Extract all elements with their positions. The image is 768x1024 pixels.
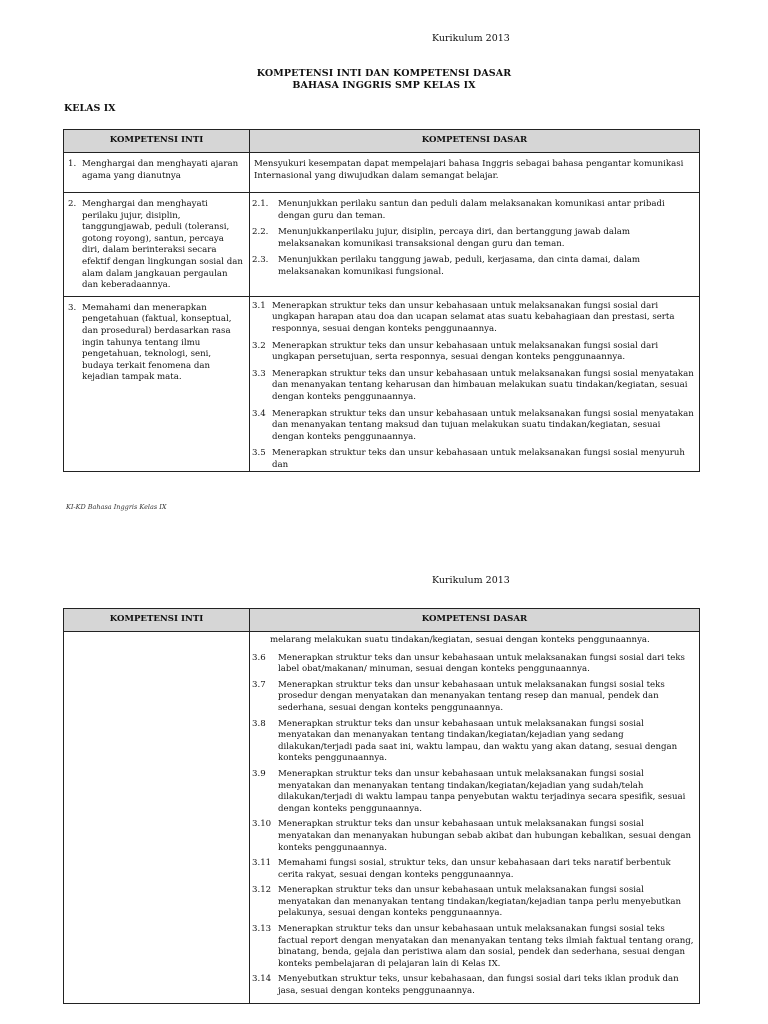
list-item [252, 819, 695, 854]
list-item [252, 924, 695, 970]
kd-number: 3.11 [252, 858, 272, 869]
kd-text: Menerapkan struktur teks dan unsur kebahasaan untuk melaksanakan fungsi sosial menyatakan dan menanyakan tentang tindakan/kegiatan/kejadian yang sudah/telah dilakukan/terjadi di waktu lampau tanpa penyebutan waktu terjadinya secara spesifik, sesuai dengan konteks penggunaannya. [278, 768, 686, 814]
table-row [64, 632, 700, 1004]
document-title: KOMPETENSI INTI DAN KOMPETENSI DASAR [256, 68, 512, 79]
competency-table-page1 [63, 129, 700, 472]
column-header-ki: KOMPETENSI INTI [64, 609, 250, 632]
list-item [252, 341, 695, 364]
page-header-curriculum: Kurikulum 2013 [432, 575, 510, 586]
kd-number: 3.3 [252, 368, 266, 379]
ki-cell [64, 153, 250, 193]
table-row [64, 153, 700, 193]
kd-text: Menunjukkanperilaku jujur, disiplin, percaya diri, dan bertanggung jawab dalam melaksanakan komunikasi transaksional dengan guru dan teman. [278, 227, 631, 249]
kd-text: Menerapkan struktur teks dan unsur kebahasaan untuk melaksanakan fungsi sosial menyatakan dan menanyakan tentang keharusan dan himbauan melakukan suatu tindakan/kegiatan, sesuai dengan konteks penggunaannya. [272, 368, 694, 402]
kd-text: Menerapkan struktur teks dan unsur kebahasaan untuk melaksanakan fungsi sosial dari ungkapan persetujuan, serta responnya, sesuai dengan konteks penggunaannya. [272, 340, 659, 363]
kd-number: 3.13 [252, 924, 272, 935]
kd-cell [250, 296, 700, 472]
list-item [252, 974, 695, 997]
list-item [252, 448, 695, 471]
kd-number: 3.9 [252, 768, 266, 779]
ki-text: Memahami dan menerapkan pengetahuan (faktual, konseptual, dan prosedural) berdasarkan rasa ingin tahunya tentang ilmu pengetahuan, teknologi, seni, budaya terkait fenomena dan kejadian tampak mata. [82, 302, 232, 383]
ki-number: 2. [68, 199, 77, 209]
list-item [252, 199, 695, 222]
kd-text: Menerapkan struktur teks dan unsur kebahasaan untuk melaksanakan fungsi sosial menyuruh dan [272, 448, 685, 470]
kd-number: 2.2. [252, 227, 269, 238]
list-item [252, 719, 695, 765]
kd-text: Menyebutkan struktur teks, unsur kebahasaan, dan fungsi sosial dari teks iklan produk dan jasa, sesuai dengan konteks penggunaannya. [278, 974, 679, 997]
list-item [252, 680, 695, 715]
list-item [252, 769, 695, 815]
ki-cell [64, 296, 250, 472]
column-header-kd: KOMPETENSI DASAR [250, 130, 700, 153]
kd-number: 3.12 [252, 885, 272, 896]
ki-cell [64, 193, 250, 297]
kd-number: 3.8 [252, 718, 266, 729]
kd-text: Menunjukkan perilaku santun dan peduli dalam melaksanakan komunikasi antar pribadi dengan guru dan teman. [278, 199, 665, 221]
kd-text: Menerapkan struktur teks dan unsur kebahasaan untuk melaksanakan fungsi sosial menyatakan dan menanyakan tentang tindakan/kegiatan/kejadian yang sedang dilakukan/terjadi pada saat ini, waktu lampau, dan waktu yang akan datang, sesuai dengan konteks penggunaannya. [278, 718, 678, 764]
kd-number: 3.6 [252, 652, 266, 663]
list-item [252, 369, 695, 404]
ki-cell-empty [64, 632, 250, 1004]
kd-number: 3.10 [252, 819, 272, 830]
ki-text: Menghargai dan menghayati perilaku jujur, disiplin, tanggungjawab, peduli (toleransi, gotong royong), santun, percaya diri, dalam berinteraksi secara efektif dengan lingkungan sosial dan alam dalam jangkauan pergaulan dan keberadaannya. [82, 199, 243, 291]
column-header-ki: KOMPETENSI INTI [64, 130, 250, 153]
kd-number: 3.7 [252, 679, 266, 690]
kd-text: Menerapkan struktur teks dan unsur kebahasaan untuk melaksanakan fungsi sosial menyatakan dan menanyakan hubungan sebab akibat dan hubungan kebalikan, sesuai dengan konteks penggunaannya. [278, 819, 692, 853]
list-item [252, 301, 695, 336]
class-label: KELAS IX [64, 103, 116, 114]
list-item [252, 409, 695, 444]
kd-text: Menerapkan struktur teks dan unsur kebahasaan untuk melaksanakan fungsi sosial menyatakan dan menanyakan tentang maksud dan tujuan melakukan suatu tindakan/kegiatan, sesuai dengan konteks penggunaannya. [272, 408, 694, 442]
kd-number: 3.1 [252, 300, 266, 311]
list-item [252, 255, 695, 278]
kd-text: Menerapkan struktur teks dan unsur kebahasaan untuk melaksanakan fungsi sosial teks factual report dengan menyatakan dan menanyakan tentang teks ilmiah faktual tentang orang, binatang, benda, gejala dan peristiwa alam dan sosial, pendek dan sederhana, sesuai dengan konteks pembelajaran di pelajaran lain di Kelas IX. [278, 924, 694, 969]
table-row [64, 296, 700, 472]
list-item [252, 858, 695, 881]
competency-table-page2 [63, 608, 700, 1004]
kd-number: 3.2 [252, 340, 266, 351]
kd-text: Menunjukkan perilaku tanggung jawab, peduli, kerjasama, dan cinta damai, dalam melaksanakan komunikasi fungsional. [278, 255, 641, 277]
ki-text: Menghargai dan menghayati ajaran agama yang dianutnya [82, 159, 239, 181]
kd-number: 3.5 [252, 448, 266, 459]
kd-number: 3.14 [252, 974, 272, 985]
kd-number: 2.3. [252, 255, 269, 266]
table-row [64, 193, 700, 297]
kd-text: Menerapkan struktur teks dan unsur kebahasaan untuk melaksanakan fungsi sosial menyatakan dan menanyakan tentang tindakan/kegiatan/kejadian tanpa perlu menyebutkan pelakunya, sesuai dengan konteks penggunaannya. [278, 885, 681, 919]
kd-text: Menerapkan struktur teks dan unsur kebahasaan untuk melaksanakan fungsi sosial dari teks label obat/makanan/ minuman, sesuai dengan konteks penggunaannya. [278, 652, 685, 675]
column-header-kd: KOMPETENSI DASAR [250, 609, 700, 632]
kd-continuation-text: melarang melakukan suatu tindakan/kegiatan, sesuai dengan konteks penggunaannya. [270, 635, 650, 645]
page-footer: KI-KD Bahasa Inggris Kelas IX [66, 503, 167, 511]
ki-number: 1. [68, 159, 77, 169]
list-item [252, 227, 695, 250]
list-item [252, 653, 695, 676]
document-subtitle: BAHASA INGGRIS SMP KELAS IX [292, 80, 476, 91]
kd-text: Memahami fungsi sosial, struktur teks, dan unsur kebahasaan dari teks naratif berbentuk cerita rakyat, sesuai dengan konteks penggunaannya. [278, 858, 671, 880]
list-item [252, 885, 695, 920]
kd-text: Menerapkan struktur teks dan unsur kebahasaan untuk melaksanakan fungsi sosial teks prosedur dengan menyatakan dan menanyakan tentang resep dan manual, pendek dan sederhana, sesuai dengan konteks penggunaannya. [278, 679, 665, 713]
kd-cell [250, 193, 700, 297]
ki-number: 3. [68, 302, 77, 313]
kd-text: Mensyukuri kesempatan dapat mempelajari bahasa Inggris sebagai bahasa pengantar komunikasi Internasional yang diwujudkan dalam semangat belajar. [254, 159, 684, 181]
kd-cell [250, 153, 700, 193]
page-header-curriculum: Kurikulum 2013 [432, 33, 510, 44]
kd-number: 2.1. [252, 199, 269, 209]
kd-cell [250, 632, 700, 1004]
kd-number: 3.4 [252, 408, 266, 419]
kd-text: Menerapkan struktur teks dan unsur kebahasaan untuk melaksanakan fungsi sosial dari ungkapan harapan atau doa dan ucapan selamat atas suatu kebahagiaan dan prestasi, serta responnya, sesuai dengan konteks penggunaannya. [272, 300, 675, 334]
